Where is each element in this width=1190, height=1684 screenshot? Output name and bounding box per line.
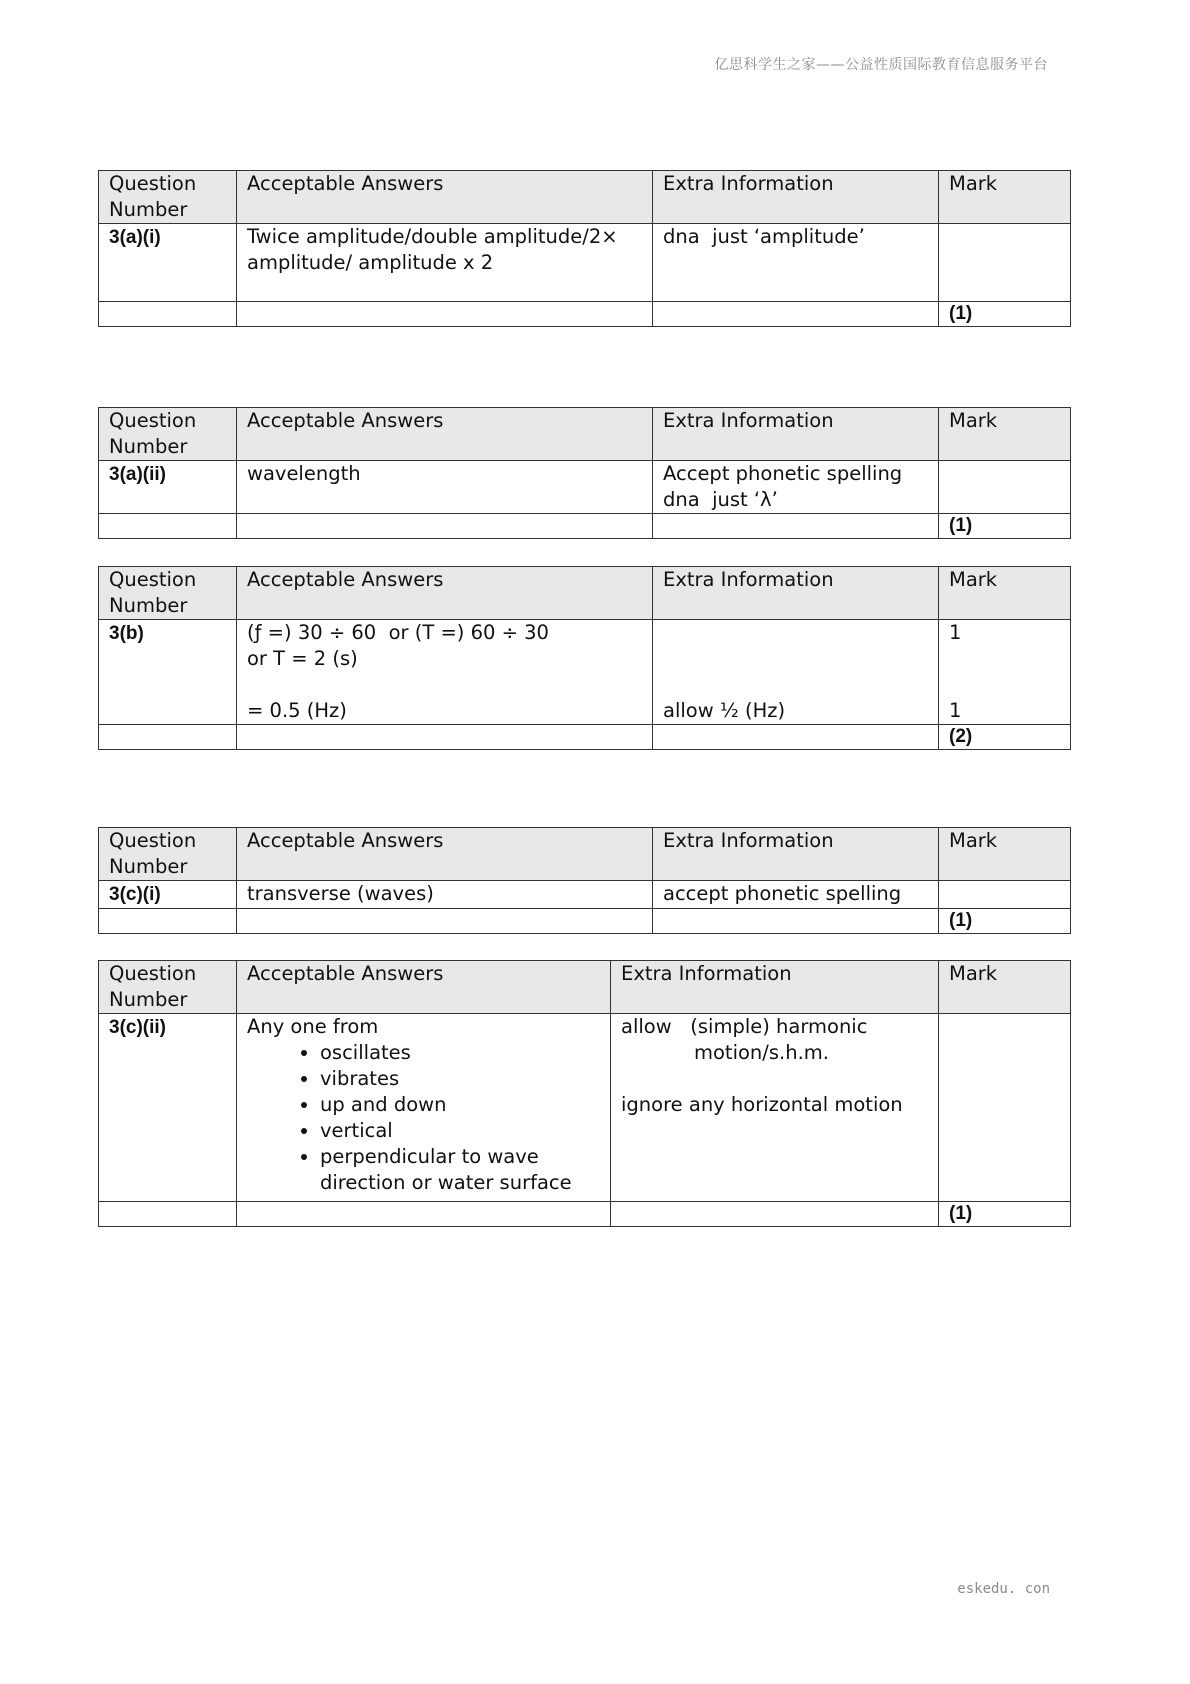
extra-info-text: motion/s.h.m. — [694, 1041, 829, 1064]
extra-info-text: ignore any horizontal motion — [621, 1093, 903, 1116]
mark-cell — [939, 461, 1071, 514]
mark-cell — [939, 620, 1071, 725]
acceptable-answers-header: Acceptable Answers — [237, 171, 653, 224]
extra-information-header: Extra Information — [653, 408, 939, 461]
answer-line: (ƒ =) 30 ÷ 60 or (T =) 60 ÷ 30 — [247, 621, 549, 644]
list-item-continuation: direction or water surface — [320, 1171, 572, 1194]
table-row — [99, 1014, 1071, 1202]
extra-info-cell — [653, 224, 939, 302]
total-mark-cell — [939, 1202, 1071, 1227]
question-number-cell — [99, 1014, 237, 1202]
mark-header: Mark — [939, 171, 1071, 224]
mark-value: 1 — [949, 621, 962, 644]
answer-line: Twice amplitude/double amplitude/2× — [247, 225, 618, 248]
page-footer: eskedu. con — [957, 1581, 1050, 1597]
answer-cell — [237, 620, 653, 725]
total-mark: (1) — [949, 515, 973, 536]
markscheme-table-3aii — [98, 407, 1071, 539]
question-number-header: Question Number — [99, 961, 237, 1014]
page-header: 亿思科学生之家——公益性质国际教育信息服务平台 — [714, 57, 1048, 73]
answer-cell — [237, 224, 653, 302]
answer-cell — [237, 1014, 611, 1202]
question-number-cell — [99, 620, 237, 725]
extra-info-cell — [653, 461, 939, 514]
acceptable-answers-header: Acceptable Answers — [237, 408, 653, 461]
mark-cell — [939, 224, 1071, 302]
extra-info-text: Accept phonetic spelling — [663, 462, 903, 485]
total-mark: (2) — [949, 726, 973, 747]
answer-bullet-list — [247, 1040, 600, 1170]
table-header-row — [99, 828, 1071, 881]
list-item: • up and down — [320, 1092, 600, 1118]
question-number-cell — [99, 881, 237, 909]
extra-info-text: allow ½ (Hz) — [663, 699, 786, 722]
question-number-header: Question Number — [99, 828, 237, 881]
extra-info-text: dna just ‘amplitude’ — [663, 225, 865, 248]
table-row — [99, 461, 1071, 514]
acceptable-answers-header: Acceptable Answers — [237, 961, 611, 1014]
table-row — [99, 224, 1071, 302]
question-number: 3(c)(i) — [109, 884, 161, 905]
list-item: • vertical — [320, 1118, 600, 1144]
question-number: 3(a)(ii) — [109, 464, 166, 485]
extra-information-header: Extra Information — [653, 171, 939, 224]
total-mark: (1) — [949, 303, 973, 324]
table-row — [99, 881, 1071, 909]
question-number: 3(c)(ii) — [109, 1017, 166, 1038]
extra-info-cell — [653, 881, 939, 909]
question-number-cell — [99, 224, 237, 302]
answer-cell — [237, 461, 653, 514]
total-row — [99, 909, 1071, 934]
question-number-header: Question Number — [99, 408, 237, 461]
extra-info-cell — [611, 1014, 939, 1202]
total-row — [99, 514, 1071, 539]
total-row — [99, 725, 1071, 750]
extra-information-header: Extra Information — [653, 567, 939, 620]
question-number: 3(a)(i) — [109, 227, 161, 248]
total-mark: (1) — [949, 1203, 973, 1224]
list-item: • oscillates — [320, 1040, 600, 1066]
question-number: 3(b) — [109, 623, 144, 644]
extra-info-cell — [653, 620, 939, 725]
total-row — [99, 1202, 1071, 1227]
mark-header: Mark — [939, 567, 1071, 620]
markscheme-table-3ci — [98, 827, 1071, 934]
total-mark: (1) — [949, 910, 973, 931]
mark-value: 1 — [949, 699, 962, 722]
markscheme-table-3b — [98, 566, 1071, 750]
question-number-cell — [99, 461, 237, 514]
answer-cell — [237, 881, 653, 909]
list-item: • vibrates — [320, 1066, 600, 1092]
answer-line: amplitude/ amplitude x 2 — [247, 251, 494, 274]
table-header-row — [99, 961, 1071, 1014]
mark-header: Mark — [939, 408, 1071, 461]
answer-line: wavelength — [247, 462, 361, 485]
answer-line: = 0.5 (Hz) — [247, 699, 347, 722]
extra-information-header: Extra Information — [611, 961, 939, 1014]
extra-information-header: Extra Information — [653, 828, 939, 881]
question-number-header: Question Number — [99, 171, 237, 224]
extra-info-text: accept phonetic spelling — [663, 882, 902, 905]
answer-line: transverse (waves) — [247, 882, 434, 905]
mark-cell — [939, 881, 1071, 909]
markscheme-table-3ai — [98, 170, 1071, 327]
acceptable-answers-header: Acceptable Answers — [237, 567, 653, 620]
extra-info-text: dna just ‘λ’ — [663, 488, 778, 511]
total-mark-cell — [939, 909, 1071, 934]
extra-info-text: allow (simple) harmonic — [621, 1015, 868, 1038]
total-mark-cell — [939, 514, 1071, 539]
answer-intro: Any one from — [247, 1015, 379, 1038]
markscheme-table-3cii — [98, 960, 1071, 1227]
total-row — [99, 302, 1071, 327]
mark-header: Mark — [939, 961, 1071, 1014]
mark-cell — [939, 1014, 1071, 1202]
table-header-row — [99, 408, 1071, 461]
table-row — [99, 620, 1071, 725]
total-mark-cell — [939, 302, 1071, 327]
question-number-header: Question Number — [99, 567, 237, 620]
mark-header: Mark — [939, 828, 1071, 881]
acceptable-answers-header: Acceptable Answers — [237, 828, 653, 881]
table-header-row — [99, 171, 1071, 224]
table-header-row — [99, 567, 1071, 620]
answer-line: or T = 2 (s) — [247, 647, 358, 670]
total-mark-cell — [939, 725, 1071, 750]
list-item: • perpendicular to wave — [320, 1144, 600, 1170]
